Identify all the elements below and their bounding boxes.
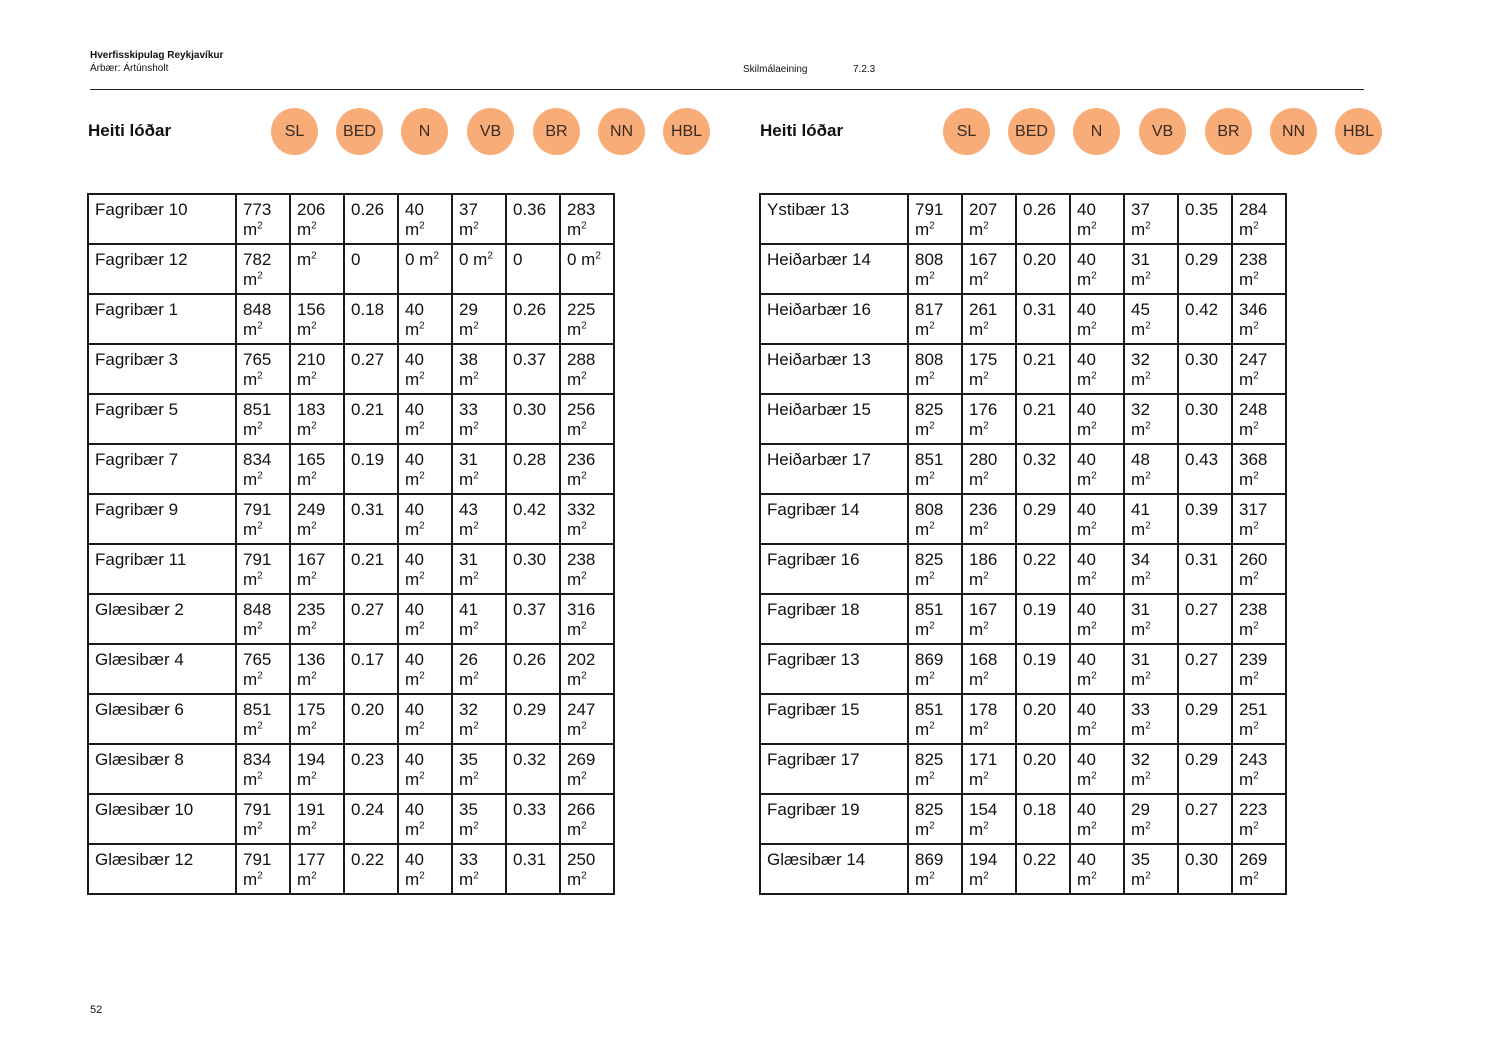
value-cell: 0 $m^2$ [560, 244, 614, 294]
value-cell: 0.20 [1016, 694, 1070, 744]
value-cell: 851 $m^2$ [908, 594, 962, 644]
value-cell: 0.33 [506, 794, 560, 844]
value-cell: 31 $m^2$ [1124, 644, 1178, 694]
value-cell: 0.18 [344, 294, 398, 344]
table-row [760, 294, 1286, 344]
value-cell: 0.30 [1178, 844, 1232, 894]
table-row [88, 844, 614, 894]
value-cell: 40 $m^2$ [1070, 244, 1124, 294]
value-cell: 825 $m^2$ [908, 744, 962, 794]
value-cell: 154 $m^2$ [962, 794, 1016, 844]
value-cell: 194 $m^2$ [290, 744, 344, 794]
lot-name-cell: Ystibær 13 [760, 194, 908, 244]
value-cell: 40 $m^2$ [398, 194, 452, 244]
table-row [88, 244, 614, 294]
value-cell: 165 $m^2$ [290, 444, 344, 494]
value-cell: 40 $m^2$ [1070, 744, 1124, 794]
value-cell: 869 $m^2$ [908, 844, 962, 894]
lot-name-cell: Fagribær 15 [760, 694, 908, 744]
value-cell: 207 $m^2$ [962, 194, 1016, 244]
value-cell: 0.27 [344, 344, 398, 394]
header-section: Skilmálaeining [743, 64, 808, 75]
value-cell: 0.37 [506, 594, 560, 644]
value-cell: 0.31 [1016, 294, 1070, 344]
value-cell: 238 $m^2$ [1232, 594, 1286, 644]
value-cell: 773 $m^2$ [236, 194, 290, 244]
value-cell: 183 $m^2$ [290, 394, 344, 444]
value-cell: 825 $m^2$ [908, 544, 962, 594]
badge-bed: BED [1008, 108, 1055, 155]
value-cell: 177 $m^2$ [290, 844, 344, 894]
value-cell: 41 $m^2$ [1124, 494, 1178, 544]
value-cell: 851 $m^2$ [908, 444, 962, 494]
value-cell: 251 $m^2$ [1232, 694, 1286, 744]
lot-name-cell: Fagribær 16 [760, 544, 908, 594]
table-row [760, 194, 1286, 244]
value-cell: 206 $m^2$ [290, 194, 344, 244]
lot-name-cell: Fagribær 11 [88, 544, 236, 594]
value-cell: 0.36 [506, 194, 560, 244]
badge-hbl: HBL [1335, 108, 1382, 155]
badge-sl: SL [271, 108, 318, 155]
value-cell: 40 $m^2$ [398, 694, 452, 744]
value-cell: 317 $m^2$ [1232, 494, 1286, 544]
value-cell: 40 $m^2$ [398, 644, 452, 694]
value-cell: 45 $m^2$ [1124, 294, 1178, 344]
value-cell: 26 $m^2$ [452, 644, 506, 694]
table-row [88, 744, 614, 794]
lot-name-cell: Fagribær 5 [88, 394, 236, 444]
value-cell: 48 $m^2$ [1124, 444, 1178, 494]
value-cell: 37 $m^2$ [452, 194, 506, 244]
table-row [760, 694, 1286, 744]
value-cell: 791 $m^2$ [236, 844, 290, 894]
lot-name-cell: Glæsibær 12 [88, 844, 236, 894]
value-cell: 269 $m^2$ [1232, 844, 1286, 894]
value-cell: 175 $m^2$ [290, 694, 344, 744]
table-row [760, 744, 1286, 794]
value-cell: 238 $m^2$ [1232, 244, 1286, 294]
value-cell: 38 $m^2$ [452, 344, 506, 394]
value-cell: 0.31 [1178, 544, 1232, 594]
value-cell: 851 $m^2$ [236, 694, 290, 744]
value-cell: 0.42 [1178, 294, 1232, 344]
value-cell: 0.23 [344, 744, 398, 794]
lot-name-cell: Fagribær 18 [760, 594, 908, 644]
value-cell: 186 $m^2$ [962, 544, 1016, 594]
badge-sl: SL [943, 108, 990, 155]
value-cell: 178 $m^2$ [962, 694, 1016, 744]
badge-row [943, 108, 1383, 154]
value-cell: 0 $m^2$ [452, 244, 506, 294]
value-cell: 33 $m^2$ [452, 394, 506, 444]
value-cell: 236 $m^2$ [962, 494, 1016, 544]
table-row [88, 494, 614, 544]
value-cell: 0.39 [1178, 494, 1232, 544]
lot-name-cell: Fagribær 14 [760, 494, 908, 544]
value-cell: 0 $m^2$ [398, 244, 452, 294]
value-cell: 33 $m^2$ [1124, 694, 1178, 744]
value-cell: 40 $m^2$ [398, 544, 452, 594]
value-cell: 0.24 [344, 794, 398, 844]
value-cell: 825 $m^2$ [908, 394, 962, 444]
value-cell: 848 $m^2$ [236, 294, 290, 344]
value-cell: 0.22 [1016, 544, 1070, 594]
header-section-number: 7.2.3 [853, 64, 876, 75]
value-cell: 35 $m^2$ [452, 794, 506, 844]
value-cell: 31 $m^2$ [1124, 244, 1178, 294]
table-row [88, 694, 614, 744]
value-cell: 40 $m^2$ [398, 444, 452, 494]
value-cell: 32 $m^2$ [452, 694, 506, 744]
value-cell: 248 $m^2$ [1232, 394, 1286, 444]
value-cell: 202 $m^2$ [560, 644, 614, 694]
badge-hbl: HBL [663, 108, 710, 155]
value-cell: 40 $m^2$ [398, 744, 452, 794]
lot-name-cell: Glæsibær 4 [88, 644, 236, 694]
data-table [87, 193, 615, 895]
value-cell: 168 $m^2$ [962, 644, 1016, 694]
value-cell: 0.32 [506, 744, 560, 794]
header-title: Hverfisskipulag Reykjavíkur [90, 50, 224, 61]
value-cell: 332 $m^2$ [560, 494, 614, 544]
badge-row [271, 108, 711, 154]
value-cell: 0.26 [506, 294, 560, 344]
badge-nn: NN [1270, 108, 1317, 155]
value-cell: 0.43 [1178, 444, 1232, 494]
value-cell: 0.37 [506, 344, 560, 394]
value-cell: 235 $m^2$ [290, 594, 344, 644]
value-cell: 0.17 [344, 644, 398, 694]
value-cell: 175 $m^2$ [962, 344, 1016, 394]
badge-bed: BED [336, 108, 383, 155]
value-cell: 0.30 [1178, 394, 1232, 444]
value-cell: 29 $m^2$ [1124, 794, 1178, 844]
value-cell: 35 $m^2$ [1124, 844, 1178, 894]
lot-name-cell: Glæsibær 2 [88, 594, 236, 644]
table-row [88, 394, 614, 444]
value-cell: 0.19 [1016, 594, 1070, 644]
value-cell: 0.29 [1016, 494, 1070, 544]
value-cell: 256 $m^2$ [560, 394, 614, 444]
value-cell: 869 $m^2$ [908, 644, 962, 694]
value-cell: 0.28 [506, 444, 560, 494]
value-cell: 0.27 [1178, 594, 1232, 644]
value-cell: 31 $m^2$ [452, 544, 506, 594]
value-cell: 808 $m^2$ [908, 494, 962, 544]
value-cell: 29 $m^2$ [452, 294, 506, 344]
value-cell: 171 $m^2$ [962, 744, 1016, 794]
table-row [760, 644, 1286, 694]
value-cell: 0.35 [1178, 194, 1232, 244]
value-cell: 0.30 [506, 544, 560, 594]
value-cell: 40 $m^2$ [1070, 494, 1124, 544]
lot-name-cell: Fagribær 1 [88, 294, 236, 344]
value-cell: 261 $m^2$ [962, 294, 1016, 344]
lot-name-cell: Glæsibær 6 [88, 694, 236, 744]
value-cell: 247 $m^2$ [560, 694, 614, 744]
value-cell: 834 $m^2$ [236, 444, 290, 494]
table-row [88, 294, 614, 344]
table-row [88, 594, 614, 644]
value-cell: 260 $m^2$ [1232, 544, 1286, 594]
value-cell: 247 $m^2$ [1232, 344, 1286, 394]
value-cell: 0.42 [506, 494, 560, 544]
table-row [760, 544, 1286, 594]
value-cell: 238 $m^2$ [560, 544, 614, 594]
value-cell: 808 $m^2$ [908, 244, 962, 294]
value-cell: 0.21 [1016, 394, 1070, 444]
value-cell: 250 $m^2$ [560, 844, 614, 894]
value-cell: 239 $m^2$ [1232, 644, 1286, 694]
value-cell: 0.30 [506, 394, 560, 444]
value-cell: 0.27 [1178, 644, 1232, 694]
value-cell: 40 $m^2$ [1070, 794, 1124, 844]
value-cell: 43 $m^2$ [452, 494, 506, 544]
table-row [760, 244, 1286, 294]
value-cell: 791 $m^2$ [908, 194, 962, 244]
page-number: 52 [90, 1004, 103, 1016]
badge-vb: VB [1139, 108, 1186, 155]
lot-name-cell: Heiðarbær 13 [760, 344, 908, 394]
value-cell: 765 $m^2$ [236, 344, 290, 394]
value-cell: 32 $m^2$ [1124, 344, 1178, 394]
value-cell: 40 $m^2$ [398, 494, 452, 544]
badge-br: BR [1205, 108, 1252, 155]
value-cell: 191 $m^2$ [290, 794, 344, 844]
value-cell: 0.26 [506, 644, 560, 694]
value-cell: 156 $m^2$ [290, 294, 344, 344]
value-cell: 0.22 [344, 844, 398, 894]
value-cell: 0.27 [344, 594, 398, 644]
value-cell: 35 $m^2$ [452, 744, 506, 794]
table-row [760, 844, 1286, 894]
value-cell: 266 $m^2$ [560, 794, 614, 844]
value-cell: 40 $m^2$ [1070, 594, 1124, 644]
value-cell: 0 [506, 244, 560, 294]
table-row [88, 444, 614, 494]
value-cell: 249 $m^2$ [290, 494, 344, 544]
value-cell: 210 $m^2$ [290, 344, 344, 394]
badge-n: N [401, 108, 448, 155]
value-cell: 37 $m^2$ [1124, 194, 1178, 244]
value-cell: 40 $m^2$ [1070, 344, 1124, 394]
value-cell: 0.19 [344, 444, 398, 494]
value-cell: 40 $m^2$ [1070, 394, 1124, 444]
value-cell: 782 $m^2$ [236, 244, 290, 294]
header-rule [90, 89, 1364, 90]
lot-name-cell: Heiðarbær 17 [760, 444, 908, 494]
value-cell: 40 $m^2$ [1070, 844, 1124, 894]
data-table [759, 193, 1287, 895]
value-cell: 0.31 [506, 844, 560, 894]
table-row [760, 344, 1286, 394]
value-cell: 0.26 [344, 194, 398, 244]
lot-name-cell: Fagribær 19 [760, 794, 908, 844]
value-cell: 31 $m^2$ [452, 444, 506, 494]
value-cell: 236 $m^2$ [560, 444, 614, 494]
value-cell: 346 $m^2$ [1232, 294, 1286, 344]
value-cell: 225 $m^2$ [560, 294, 614, 344]
value-cell: 0.32 [1016, 444, 1070, 494]
value-cell: 243 $m^2$ [1232, 744, 1286, 794]
value-cell: 288 $m^2$ [560, 344, 614, 394]
value-cell: $m^2$ [290, 244, 344, 294]
value-cell: 0.18 [1016, 794, 1070, 844]
value-cell: 817 $m^2$ [908, 294, 962, 344]
value-cell: 316 $m^2$ [560, 594, 614, 644]
value-cell: 791 $m^2$ [236, 494, 290, 544]
value-cell: 0.20 [1016, 244, 1070, 294]
value-cell: 40 $m^2$ [1070, 644, 1124, 694]
table-row [760, 444, 1286, 494]
value-cell: 848 $m^2$ [236, 594, 290, 644]
value-cell: 0.29 [1178, 244, 1232, 294]
header-subtitle: Árbær: Ártúnsholt [90, 63, 169, 74]
value-cell: 40 $m^2$ [1070, 544, 1124, 594]
value-cell: 0.21 [344, 394, 398, 444]
value-cell: 0.22 [1016, 844, 1070, 894]
badge-n: N [1073, 108, 1120, 155]
value-cell: 31 $m^2$ [1124, 594, 1178, 644]
value-cell: 284 $m^2$ [1232, 194, 1286, 244]
value-cell: 40 $m^2$ [1070, 694, 1124, 744]
table-row [760, 794, 1286, 844]
value-cell: 32 $m^2$ [1124, 744, 1178, 794]
table-row [88, 194, 614, 244]
value-cell: 0.31 [344, 494, 398, 544]
value-cell: 368 $m^2$ [1232, 444, 1286, 494]
value-cell: 0.29 [1178, 694, 1232, 744]
value-cell: 0.27 [1178, 794, 1232, 844]
lot-name-cell: Fagribær 12 [88, 244, 236, 294]
lot-name-cell: Glæsibær 14 [760, 844, 908, 894]
table-row [88, 644, 614, 694]
badge-nn: NN [598, 108, 645, 155]
badge-br: BR [533, 108, 580, 155]
lot-name-cell: Fagribær 10 [88, 194, 236, 244]
badge-vb: VB [467, 108, 514, 155]
lot-name-cell: Heiðarbær 15 [760, 394, 908, 444]
value-cell: 269 $m^2$ [560, 744, 614, 794]
value-cell: 0.20 [344, 694, 398, 744]
value-cell: 40 $m^2$ [398, 344, 452, 394]
column-title: Heiti lóðar [760, 121, 844, 140]
value-cell: 34 $m^2$ [1124, 544, 1178, 594]
lot-name-cell: Glæsibær 10 [88, 794, 236, 844]
value-cell: 223 $m^2$ [1232, 794, 1286, 844]
value-cell: 765 $m^2$ [236, 644, 290, 694]
lot-name-cell: Fagribær 9 [88, 494, 236, 544]
value-cell: 40 $m^2$ [398, 594, 452, 644]
value-cell: 176 $m^2$ [962, 394, 1016, 444]
value-cell: 32 $m^2$ [1124, 394, 1178, 444]
table-row [88, 794, 614, 844]
value-cell: 40 $m^2$ [398, 844, 452, 894]
lot-name-cell: Fagribær 7 [88, 444, 236, 494]
value-cell: 0.26 [1016, 194, 1070, 244]
column-title: Heiti lóðar [88, 121, 172, 140]
value-cell: 40 $m^2$ [398, 794, 452, 844]
value-cell: 0.29 [506, 694, 560, 744]
value-cell: 40 $m^2$ [1070, 194, 1124, 244]
value-cell: 0.21 [1016, 344, 1070, 394]
value-cell: 0.29 [1178, 744, 1232, 794]
value-cell: 791 $m^2$ [236, 794, 290, 844]
value-cell: 283 $m^2$ [560, 194, 614, 244]
table-row [88, 544, 614, 594]
table-row [760, 394, 1286, 444]
value-cell: 825 $m^2$ [908, 794, 962, 844]
table-row [88, 344, 614, 394]
value-cell: 167 $m^2$ [290, 544, 344, 594]
value-cell: 136 $m^2$ [290, 644, 344, 694]
value-cell: 0.19 [1016, 644, 1070, 694]
lot-name-cell: Glæsibær 8 [88, 744, 236, 794]
value-cell: 808 $m^2$ [908, 344, 962, 394]
value-cell: 0 [344, 244, 398, 294]
value-cell: 851 $m^2$ [236, 394, 290, 444]
value-cell: 40 $m^2$ [398, 394, 452, 444]
value-cell: 791 $m^2$ [236, 544, 290, 594]
lot-name-cell: Heiðarbær 14 [760, 244, 908, 294]
table-row [760, 494, 1286, 544]
value-cell: 41 $m^2$ [452, 594, 506, 644]
value-cell: 0.20 [1016, 744, 1070, 794]
lot-name-cell: Fagribær 13 [760, 644, 908, 694]
value-cell: 0.21 [344, 544, 398, 594]
table-row [760, 594, 1286, 644]
value-cell: 167 $m^2$ [962, 594, 1016, 644]
value-cell: 33 $m^2$ [452, 844, 506, 894]
value-cell: 167 $m^2$ [962, 244, 1016, 294]
value-cell: 194 $m^2$ [962, 844, 1016, 894]
value-cell: 0.30 [1178, 344, 1232, 394]
value-cell: 40 $m^2$ [398, 294, 452, 344]
value-cell: 851 $m^2$ [908, 694, 962, 744]
lot-name-cell: Fagribær 3 [88, 344, 236, 394]
value-cell: 40 $m^2$ [1070, 294, 1124, 344]
value-cell: 834 $m^2$ [236, 744, 290, 794]
lot-name-cell: Heiðarbær 16 [760, 294, 908, 344]
value-cell: 40 $m^2$ [1070, 444, 1124, 494]
value-cell: 280 $m^2$ [962, 444, 1016, 494]
lot-name-cell: Fagribær 17 [760, 744, 908, 794]
